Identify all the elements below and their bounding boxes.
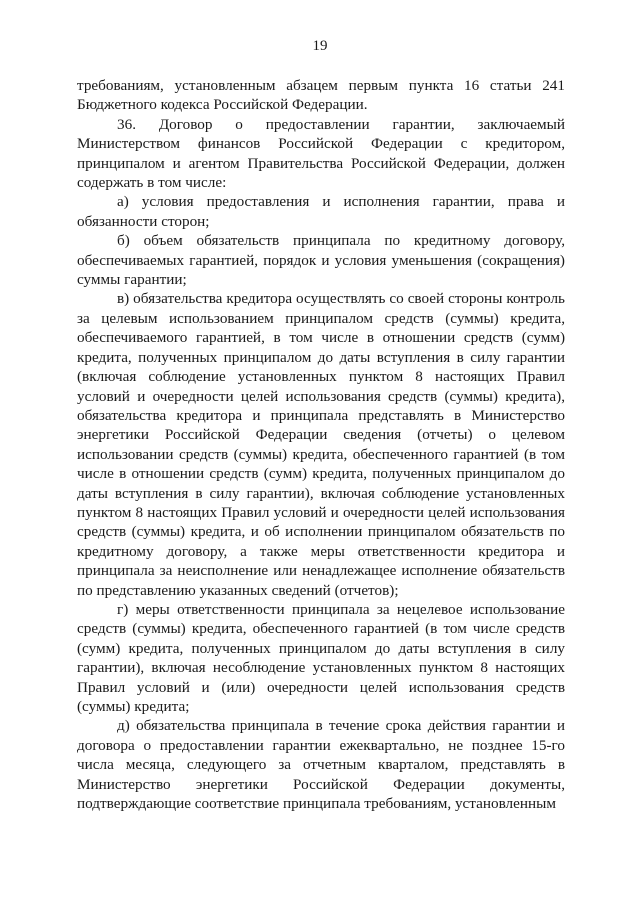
paragraph-subitem-g: г) меры ответственности принципала за нецелевое использование средств (суммы) кредита, обеспеченного гарантией (в том числе средств (сумм) кредита, полученных принципалом до даты вступления в силу гарантии), включая несоблюдение установленных пунктом 8 настоящих Правил условий и (или) очередности целей использования средств (суммы) кредита;	[77, 600, 565, 715]
paragraph-subitem-b: б) объем обязательств принципала по кредитному договору, обеспечиваемых гарантией, порядок и условия уменьшения (сокращения) суммы гарантии;	[77, 232, 565, 289]
paragraph-subitem-v: в) обязательства кредитора осуществлять со своей стороны контроль за целевым использованием принципалом средств (суммы) кредита, обеспечиваемого гарантией, в том числе в отношении средств (сумм) кредита, полученных принципалом до даты вступления в силу гарантии (включая соблюдение установленных пунктом 8 настоящих Правил условий и очередности целей использования средств (суммы) кредита), обязательства кредитора и принципала представлять в Министерство энергетики Российской Федерации сведения (отчеты) о целевом использовании средств (суммы) кредита, обеспеченного гарантией (в том числе в отношении средств (сумм) кредита, полученных принципалом до даты вступления в силу гарантии), включая соблюдение установленных пунктом 8 настоящих Правил условий и очередности целей использования средств (суммы) кредита, и об исполнении принципалом обязательств по кредитному договору, а также меры ответственности кредитора и принципала за неисполнение или ненадлежащее исполнение обязательств по представлению указанных сведений (отчетов);	[77, 290, 565, 599]
paragraph-continuation: требованиям, установленным абзацем первым пункта 16 статьи 241 Бюджетного кодекса Российской Федерации.	[77, 77, 565, 114]
page-number: 19	[312, 38, 328, 54]
document-body	[77, 76, 565, 813]
paragraph-subitem-a: а) условия предоставления и исполнения гарантии, права и обязанности сторон;	[77, 193, 565, 230]
paragraph-subitem-d: д) обязательства принципала в течение срока действия гарантии и договора о предоставлении гарантии ежеквартально, не позднее 15-го числа месяца, следующего за отчетным кварталом, представлять в Министерство энергетики Российской Федерации документы, подтверждающие соответствие принципала требованиям, установленным	[77, 717, 565, 813]
paragraph-item-36: 36. Договор о предоставлении гарантии, заключаемый Министерством финансов Российской Федерации с кредитором, принципалом и агентом Правительства Российской Федерации, должен содержать в том числе:	[77, 115, 565, 192]
